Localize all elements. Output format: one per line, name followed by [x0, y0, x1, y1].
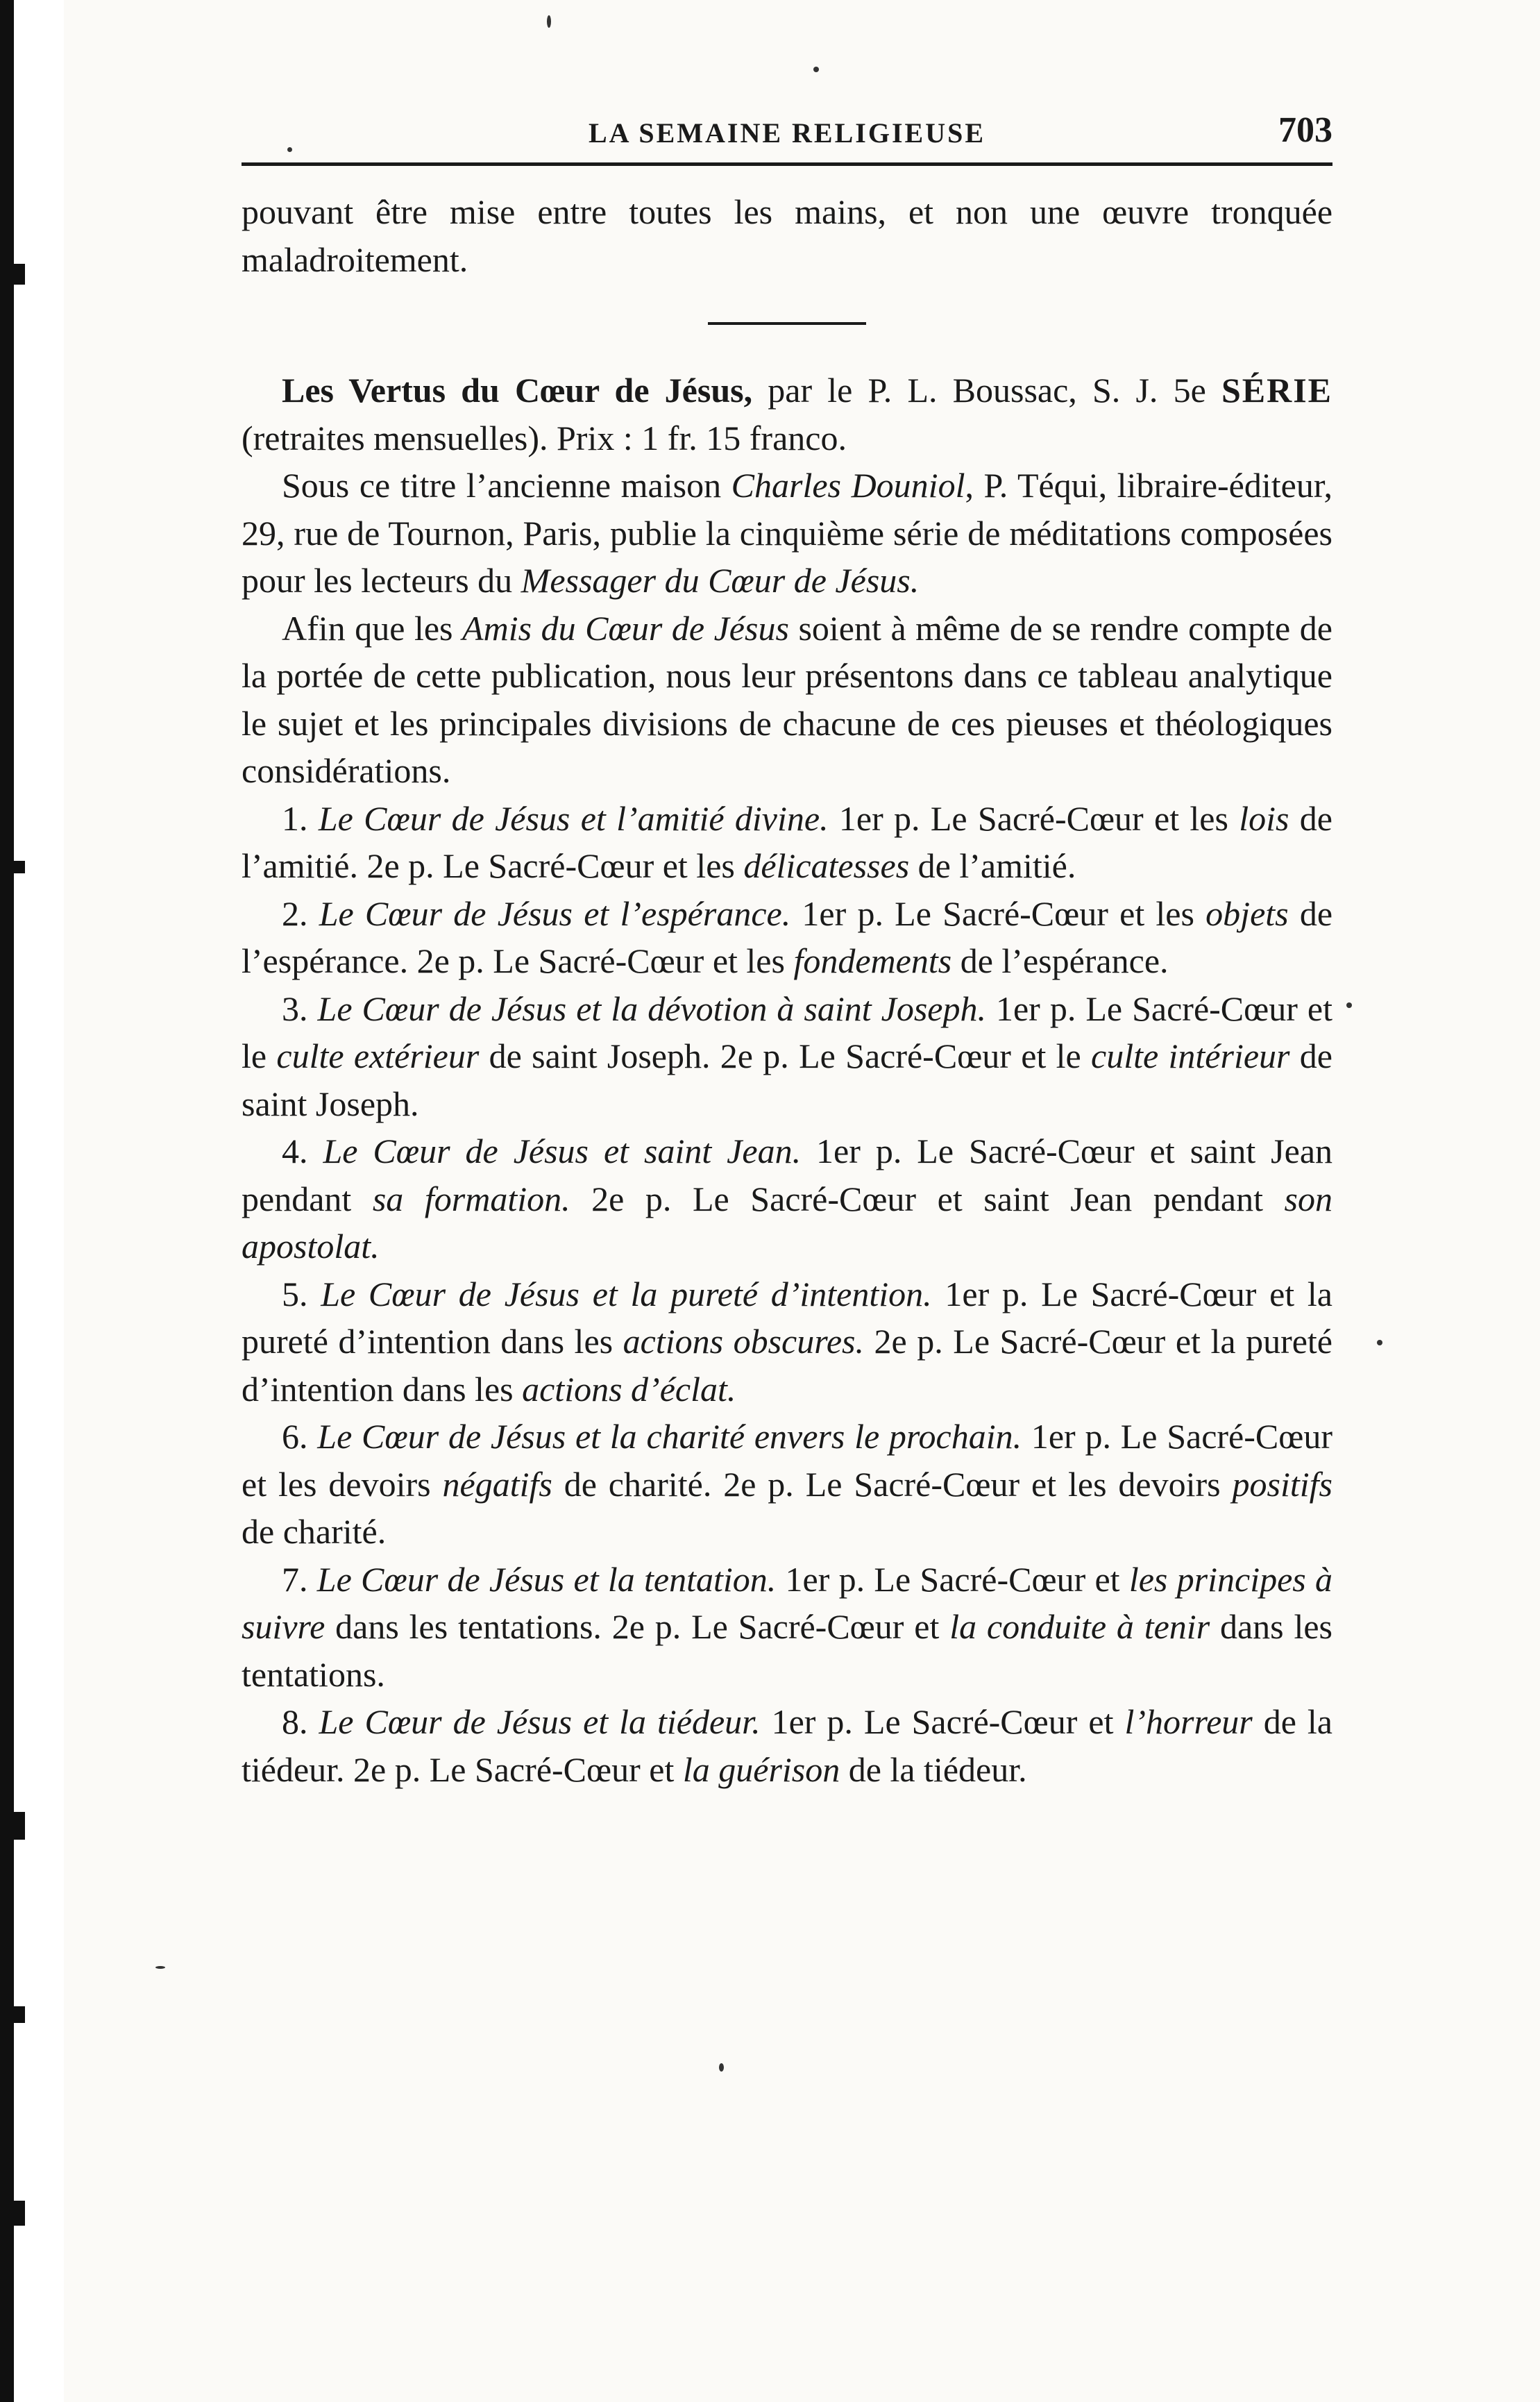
item-emphasis: culte intérieur — [1091, 1036, 1290, 1075]
item-text: de l’espérance. 2e p. Le Sacré-Cœur et les — [242, 893, 1333, 980]
list-item — [242, 1127, 1332, 1270]
item-emphasis: l’horreur — [1124, 1702, 1253, 1741]
item-text: de la tiédeur. 2e p. Le Sacré-Cœur et — [242, 1702, 1332, 1789]
print-speck — [719, 2063, 724, 2072]
amis-name: Amis du Cœur de Jésus — [462, 608, 789, 648]
item-emphasis: actions d’éclat. — [522, 1369, 736, 1409]
serie-label: SÉRIE — [1221, 371, 1333, 410]
item-emphasis: sa formation. — [372, 1179, 570, 1218]
item-emphasis: la guérison — [682, 1749, 840, 1789]
print-speck — [155, 1966, 165, 1969]
notice-paragraph-1 — [242, 462, 1332, 605]
item-text: de l’amitié. 2e p. Le Sacré-Cœur et les — [242, 798, 1333, 885]
print-speck — [813, 67, 819, 72]
item-emphasis: positifs — [1232, 1464, 1332, 1504]
section-separator — [708, 322, 866, 325]
serie-details: (retraites mensuelles). Prix : 1 fr. 15 franco. — [242, 418, 847, 457]
notice-p1-text-b: , P. Téqui, libraire-éditeur, 29, rue de Tournon, Paris, publie la cinquième série de méditations composées pour les lecteurs du — [242, 466, 1332, 600]
notice-p1-text-a: Sous ce titre l’ancienne maison — [282, 466, 731, 505]
item-emphasis: négatifs — [442, 1464, 552, 1504]
item-title: Le Cœur de Jésus et la pureté d’intention. — [321, 1274, 932, 1313]
item-emphasis: lois — [1239, 798, 1289, 838]
item-title: Le Cœur de Jésus et l’amitié divine. — [318, 798, 829, 838]
book-title: Les Vertus du Cœur de Jésus, — [282, 371, 753, 410]
item-emphasis: fondements — [793, 941, 952, 980]
list-item — [242, 795, 1332, 890]
item-text: 1er p. Le Sacré-Cœur et les devoirs — [242, 1417, 1333, 1504]
binding-edge — [0, 0, 64, 2402]
item-text: dans les tentations. 2e p. Le Sacré-Cœur et — [325, 1607, 950, 1646]
list-item — [242, 1556, 1332, 1699]
running-head — [242, 110, 1332, 162]
item-text: 1er p. Le Sacré-Cœur et la pureté d’intention dans les — [242, 1274, 1332, 1361]
print-speck — [1346, 1002, 1352, 1008]
notice-p2-text-a: Afin que les — [282, 608, 463, 648]
item-text: 2e p. Le Sacré-Cœur et la pureté d’intention dans les — [242, 1322, 1333, 1409]
list-item — [242, 985, 1332, 1128]
body-text — [242, 188, 1332, 1793]
list-item — [242, 1413, 1332, 1556]
item-title: Le Cœur de Jésus et saint Jean. — [323, 1132, 802, 1170]
item-emphasis: son apostolat. — [242, 1179, 1332, 1266]
item-title: Le Cœur de Jésus et la tiédeur. — [319, 1702, 761, 1741]
item-number: 1. — [282, 798, 308, 838]
item-emphasis: objets — [1205, 893, 1289, 933]
item-text: 1er p. Le Sacré-Cœur et saint Jean pendant — [242, 1132, 1333, 1218]
item-title: Le Cœur de Jésus et la tentation. — [316, 1559, 777, 1599]
item-text: 1er p. Le Sacré-Cœur et le — [242, 989, 1332, 1075]
item-text: de saint Joseph. — [242, 1036, 1332, 1123]
item-text: de saint Joseph. 2e p. Le Sacré-Cœur et le — [479, 1036, 1092, 1075]
item-emphasis: actions obscures. — [623, 1322, 865, 1361]
item-text: 1er p. Le Sacré-Cœur et — [776, 1559, 1129, 1599]
item-text: de l’amitié. — [909, 846, 1076, 885]
list-item — [242, 1698, 1332, 1793]
list-item — [242, 1270, 1332, 1413]
item-text: de charité. — [242, 1512, 387, 1551]
item-number: 6. — [282, 1417, 308, 1456]
intro-line-2: tronquée maladroitement. — [242, 192, 1333, 279]
item-emphasis: culte extérieur — [276, 1036, 480, 1075]
book-author: par le P. L. Boussac, S. J. 5e — [752, 371, 1206, 410]
item-text: de charité. 2e p. Le Sacré-Cœur et les devoirs — [552, 1464, 1233, 1504]
item-text: de la tiédeur. — [840, 1749, 1027, 1789]
book-page — [242, 110, 1332, 1793]
item-number: 2. — [282, 893, 308, 933]
list-item — [242, 890, 1332, 985]
notice-heading — [242, 367, 1332, 462]
running-title: LA SEMAINE RELIGIEUSE — [588, 117, 986, 149]
item-number: 8. — [282, 1702, 308, 1741]
item-text: 2e p. Le Sacré-Cœur et saint Jean pendant — [570, 1179, 1285, 1218]
item-text: 1er p. Le Sacré-Cœur et — [760, 1702, 1125, 1741]
journal-name: Messager du Cœur de Jésus. — [521, 561, 920, 600]
item-emphasis: la conduite à tenir — [949, 1607, 1210, 1646]
intro-paragraph — [242, 188, 1332, 283]
header-rule — [242, 162, 1332, 166]
page-number: 703 — [1278, 110, 1332, 150]
item-text: 1er p. Le Sacré-Cœur et les — [790, 893, 1206, 933]
item-text: 1er p. Le Sacré-Cœur et les — [828, 798, 1239, 838]
item-title: Le Cœur de Jésus et l’espérance. — [319, 893, 791, 933]
notice-paragraph-2 — [242, 605, 1332, 795]
item-title: Le Cœur de Jésus et la charité envers le prochain. — [317, 1417, 1022, 1456]
item-text: dans les tentations. — [242, 1607, 1332, 1694]
print-speck — [287, 147, 292, 152]
item-number: 4. — [282, 1132, 308, 1170]
notice-p2-text-b: soient à même de se rendre compte de la portée de cette publication, nous leur présentons dans ce tableau analytique le sujet et les principales divisions de chacune de ces pieuses et théologiques considérations. — [242, 608, 1332, 790]
item-number: 7. — [282, 1559, 308, 1599]
print-speck — [1377, 1340, 1382, 1345]
print-speck — [547, 15, 551, 28]
intro-line-1: pouvant être mise entre toutes les mains, et non une œuvre — [242, 192, 1190, 231]
item-number: 3. — [282, 989, 308, 1028]
publisher-name: Charles Douniol — [731, 466, 965, 505]
item-number: 5. — [282, 1274, 308, 1313]
item-text: de l’espérance. — [951, 941, 1169, 980]
item-emphasis: les principes à suivre — [242, 1559, 1333, 1646]
item-title: Le Cœur de Jésus et la dévotion à saint Joseph. — [317, 989, 986, 1028]
item-emphasis: délicatesses — [743, 846, 910, 885]
